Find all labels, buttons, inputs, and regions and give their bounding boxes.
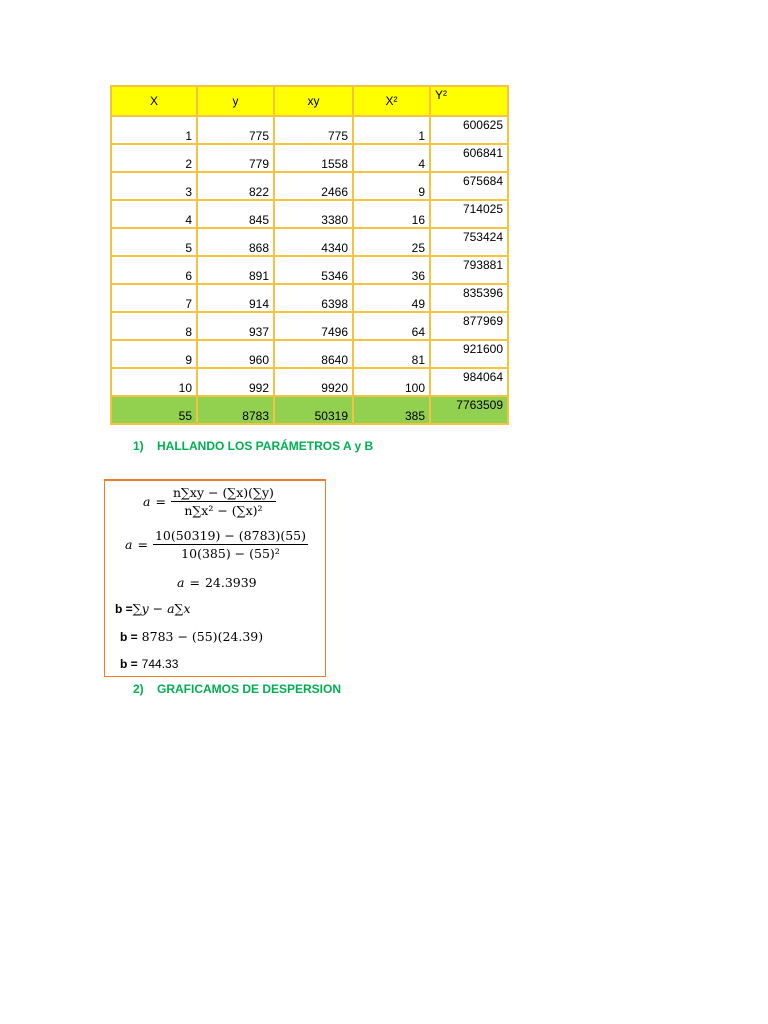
- cell-x-squared: 4: [353, 144, 430, 172]
- cell-xy: 1558: [274, 144, 353, 172]
- cell-y-squared: 600625: [430, 116, 508, 144]
- table-row: [111, 228, 508, 256]
- table-header-row: [111, 86, 508, 116]
- table-row: [111, 340, 508, 368]
- cell-xy: 3380: [274, 200, 353, 228]
- section-1-number: 1): [133, 439, 144, 453]
- total-y-squared: 7763509: [430, 396, 508, 424]
- cell-xy: 5346: [274, 256, 353, 284]
- cell-x-squared: 1: [353, 116, 430, 144]
- cell-y-squared: 835396: [430, 284, 508, 312]
- b-general-expression: ∑y − a∑x: [132, 601, 191, 616]
- table-row: [111, 172, 508, 200]
- table-row: [111, 368, 508, 396]
- b-label: b =: [115, 601, 133, 616]
- cell-y: 960: [197, 340, 274, 368]
- table-row: [111, 200, 508, 228]
- formula-a-general: [143, 485, 276, 518]
- cell-y: 891: [197, 256, 274, 284]
- total-xy: 50319: [274, 396, 353, 424]
- formula-b-substituted: [120, 629, 263, 644]
- fraction: [153, 528, 308, 561]
- cell-y-squared: 921600: [430, 340, 508, 368]
- cell-x: 8: [111, 312, 197, 340]
- cell-y-squared: 793881: [430, 256, 508, 284]
- cell-y: 868: [197, 228, 274, 256]
- cell-x: 3: [111, 172, 197, 200]
- cell-x-squared: 16: [353, 200, 430, 228]
- a-value: 24.3939: [204, 575, 257, 590]
- cell-x-squared: 49: [353, 284, 430, 312]
- cell-x: 10: [111, 368, 197, 396]
- cell-xy: 775: [274, 116, 353, 144]
- cell-x: 4: [111, 200, 197, 228]
- section-2-title: [133, 682, 341, 696]
- cell-x-squared: 81: [353, 340, 430, 368]
- cell-x-squared: 25: [353, 228, 430, 256]
- formula-a-substituted: [125, 528, 308, 561]
- cell-y-squared: 714025: [430, 200, 508, 228]
- cell-x-squared: 64: [353, 312, 430, 340]
- table-row: [111, 312, 508, 340]
- table-row: [111, 256, 508, 284]
- formula-b-general: [115, 601, 191, 616]
- cell-xy: 6398: [274, 284, 353, 312]
- data-table: [110, 85, 509, 425]
- cell-y: 845: [197, 200, 274, 228]
- fraction-numerator: 10(50319) − (8783)(55): [154, 528, 307, 543]
- total-y: 8783: [197, 396, 274, 424]
- a-symbol: a: [143, 494, 151, 509]
- cell-xy: 7496: [274, 312, 353, 340]
- b-label: b =: [120, 629, 138, 644]
- section-1-text: HALLANDO LOS PARÁMETROS A y B: [157, 439, 374, 453]
- total-x-squared: 385: [353, 396, 430, 424]
- header-cell-y: y: [197, 86, 274, 116]
- table-row: [111, 284, 508, 312]
- header-cell-xy: xy: [274, 86, 353, 116]
- cell-x: 9: [111, 340, 197, 368]
- fraction-denominator: 10(385) − (55)²: [181, 546, 280, 561]
- table-row: [111, 116, 508, 144]
- cell-y: 937: [197, 312, 274, 340]
- cell-y: 914: [197, 284, 274, 312]
- cell-y: 992: [197, 368, 274, 396]
- cell-y: 822: [197, 172, 274, 200]
- cell-xy: 2466: [274, 172, 353, 200]
- fraction-numerator: n∑xy − (∑x)(∑y): [172, 485, 274, 500]
- cell-xy: 9920: [274, 368, 353, 396]
- b-value: 744.33: [141, 657, 179, 671]
- section-2-number: 2): [133, 682, 144, 696]
- header-cell-x-squared: X²: [353, 86, 430, 116]
- section-1-title: [133, 439, 373, 453]
- cell-x-squared: 9: [353, 172, 430, 200]
- cell-xy: 8640: [274, 340, 353, 368]
- formula-box: [104, 479, 326, 677]
- cell-xy: 4340: [274, 228, 353, 256]
- cell-y: 779: [197, 144, 274, 172]
- fraction-denominator: n∑x² − (∑x)²: [184, 503, 263, 518]
- cell-y-squared: 877969: [430, 312, 508, 340]
- equals-sign: =: [137, 537, 148, 552]
- fraction: [171, 485, 276, 518]
- section-2-text: GRAFICAMOS DE DESPERSION: [157, 682, 342, 696]
- cell-y: 775: [197, 116, 274, 144]
- equals-sign: =: [155, 494, 166, 509]
- cell-x: 2: [111, 144, 197, 172]
- cell-x: 5: [111, 228, 197, 256]
- b-substituted-expression: 8783 − (55)(24.39): [141, 629, 264, 644]
- totals-row: [111, 396, 508, 424]
- table-row: [111, 144, 508, 172]
- formula-a-result: [177, 575, 257, 590]
- equals-sign: =: [189, 575, 200, 590]
- cell-x: 6: [111, 256, 197, 284]
- a-symbol: a: [177, 575, 185, 590]
- b-label: b =: [120, 657, 138, 671]
- formula-b-result: [120, 657, 178, 671]
- cell-x: 1: [111, 116, 197, 144]
- header-cell-x: X: [111, 86, 197, 116]
- cell-y-squared: 606841: [430, 144, 508, 172]
- cell-y-squared: 675684: [430, 172, 508, 200]
- cell-x-squared: 36: [353, 256, 430, 284]
- cell-y-squared: 984064: [430, 368, 508, 396]
- cell-x-squared: 100: [353, 368, 430, 396]
- cell-y-squared: 753424: [430, 228, 508, 256]
- header-cell-y-squared: Y²: [430, 86, 508, 116]
- a-symbol: a: [125, 537, 133, 552]
- total-x: 55: [111, 396, 197, 424]
- cell-x: 7: [111, 284, 197, 312]
